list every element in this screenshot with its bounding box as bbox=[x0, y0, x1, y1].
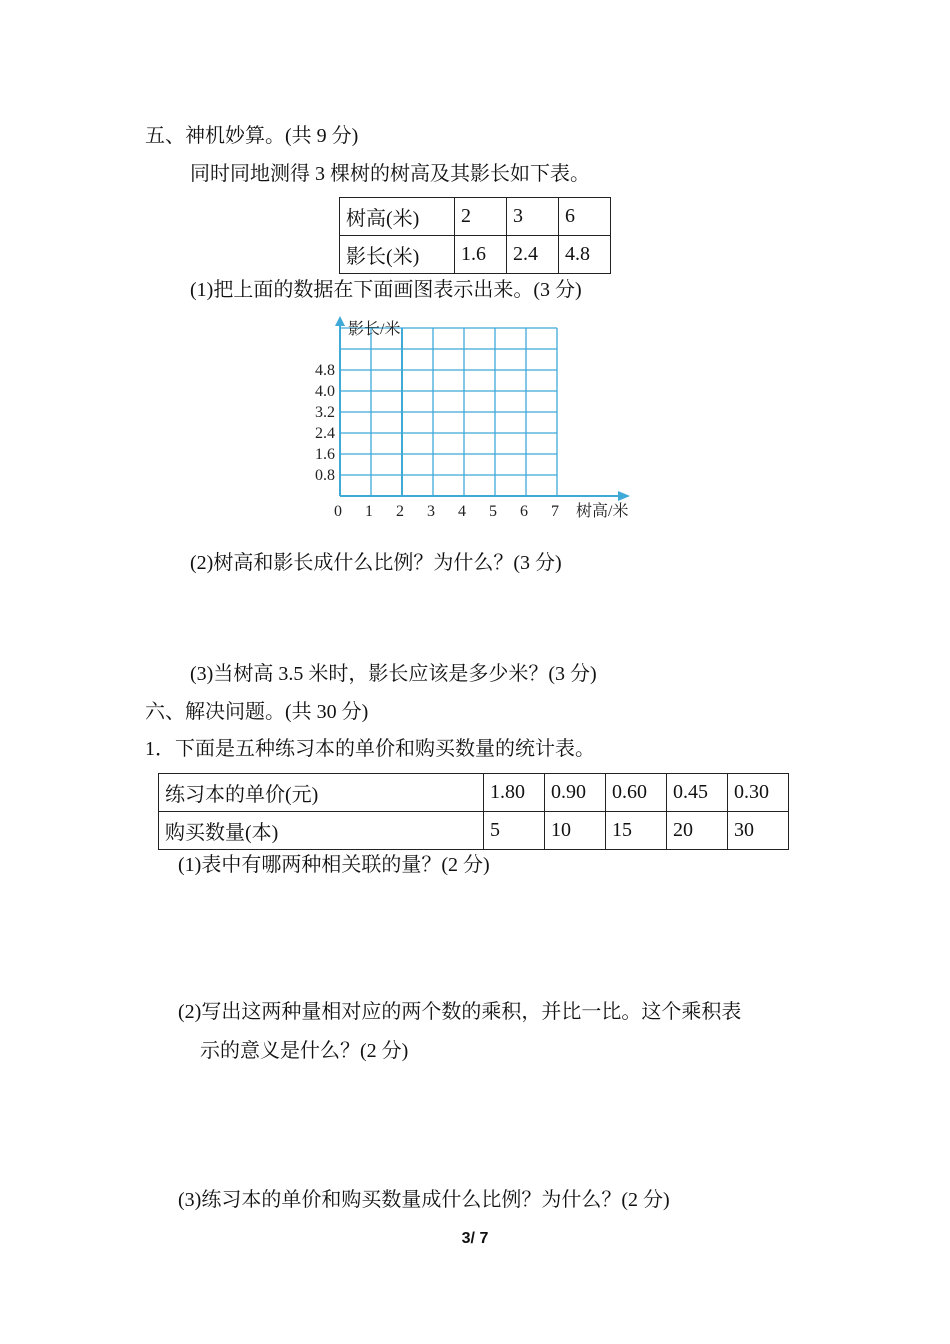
x-tick-label: 3 bbox=[427, 503, 435, 520]
tree-shadow-table bbox=[339, 197, 611, 274]
section6-heading: 六、解决问题。(共 30 分) bbox=[145, 701, 369, 723]
table-cell: 5 bbox=[484, 812, 545, 850]
x-axis-arrow-icon bbox=[618, 491, 630, 501]
shadow-grid-chart bbox=[300, 310, 645, 525]
y-tick-label: 0.8 bbox=[315, 467, 335, 484]
table-row bbox=[159, 812, 789, 850]
table-row bbox=[159, 774, 789, 812]
y-tick-label: 2.4 bbox=[315, 425, 335, 442]
section6-q3: (3)练习本的单价和购买数量成什么比例？为什么？(2 分) bbox=[178, 1189, 670, 1211]
table-cell: 15 bbox=[606, 812, 667, 850]
section5-heading: 五、神机妙算。(共 9 分) bbox=[145, 125, 359, 147]
table-row bbox=[340, 236, 611, 274]
x-tick-label: 4 bbox=[458, 503, 466, 520]
x-tick-label: 0 bbox=[334, 503, 342, 520]
x-axis-label: 树高/米 bbox=[576, 503, 629, 520]
table-cell: 4.8 bbox=[559, 236, 611, 274]
y-tick-label: 4.0 bbox=[315, 383, 335, 400]
section5-q3: (3)当树高 3.5 米时，影长应该是多少米？(3 分) bbox=[190, 663, 597, 685]
section5-intro: 同时同地测得 3 棵树的树高及其影长如下表。 bbox=[190, 163, 590, 185]
x-tick-label: 7 bbox=[551, 503, 559, 520]
y-axis-arrow-icon bbox=[335, 316, 345, 326]
table-row bbox=[340, 198, 611, 236]
section6-p1: 1．下面是五种练习本的单价和购买数量的统计表。 bbox=[145, 738, 595, 760]
table-cell: 20 bbox=[667, 812, 728, 850]
table-cell: 0.30 bbox=[728, 774, 789, 812]
y-axis-label: 影长/米 bbox=[348, 321, 401, 338]
section6-q1: (1)表中有哪两种相关联的量？(2 分) bbox=[178, 854, 490, 876]
section6-q2-line1: (2)写出这两种量相对应的两个数的乘积，并比一比。这个乘积表 bbox=[178, 1001, 742, 1023]
table-cell: 6 bbox=[559, 198, 611, 236]
section5-q2: (2)树高和影长成什么比例？为什么？(3 分) bbox=[190, 552, 562, 574]
page-number: 3/ 7 bbox=[461, 1230, 489, 1247]
section5-q1: (1)把上面的数据在下面画图表示出来。(3 分) bbox=[190, 279, 582, 301]
x-tick-label: 6 bbox=[520, 503, 528, 520]
table-cell: 2 bbox=[455, 198, 507, 236]
table-cell: 0.45 bbox=[667, 774, 728, 812]
table-cell: 10 bbox=[545, 812, 606, 850]
y-tick-label: 3.2 bbox=[315, 404, 335, 421]
y-tick-label: 4.8 bbox=[315, 362, 335, 379]
table-cell: 练习本的单价(元) bbox=[159, 774, 484, 812]
table-cell: 1.80 bbox=[484, 774, 545, 812]
x-tick-label: 5 bbox=[489, 503, 497, 520]
table-cell: 0.90 bbox=[545, 774, 606, 812]
table-cell: 2.4 bbox=[507, 236, 559, 274]
table-cell: 30 bbox=[728, 812, 789, 850]
table-cell: 购买数量(本) bbox=[159, 812, 484, 850]
y-tick-label: 1.6 bbox=[315, 446, 335, 463]
table-cell: 树高(米) bbox=[340, 198, 455, 236]
table-cell: 0.60 bbox=[606, 774, 667, 812]
table-cell: 1.6 bbox=[455, 236, 507, 274]
section6-q2-line2: 示的意义是什么？(2 分) bbox=[200, 1040, 409, 1062]
table-cell: 影长(米) bbox=[340, 236, 455, 274]
x-tick-label: 2 bbox=[396, 503, 404, 520]
notebook-table bbox=[158, 773, 789, 850]
table-cell: 3 bbox=[507, 198, 559, 236]
x-tick-label: 1 bbox=[365, 503, 373, 520]
